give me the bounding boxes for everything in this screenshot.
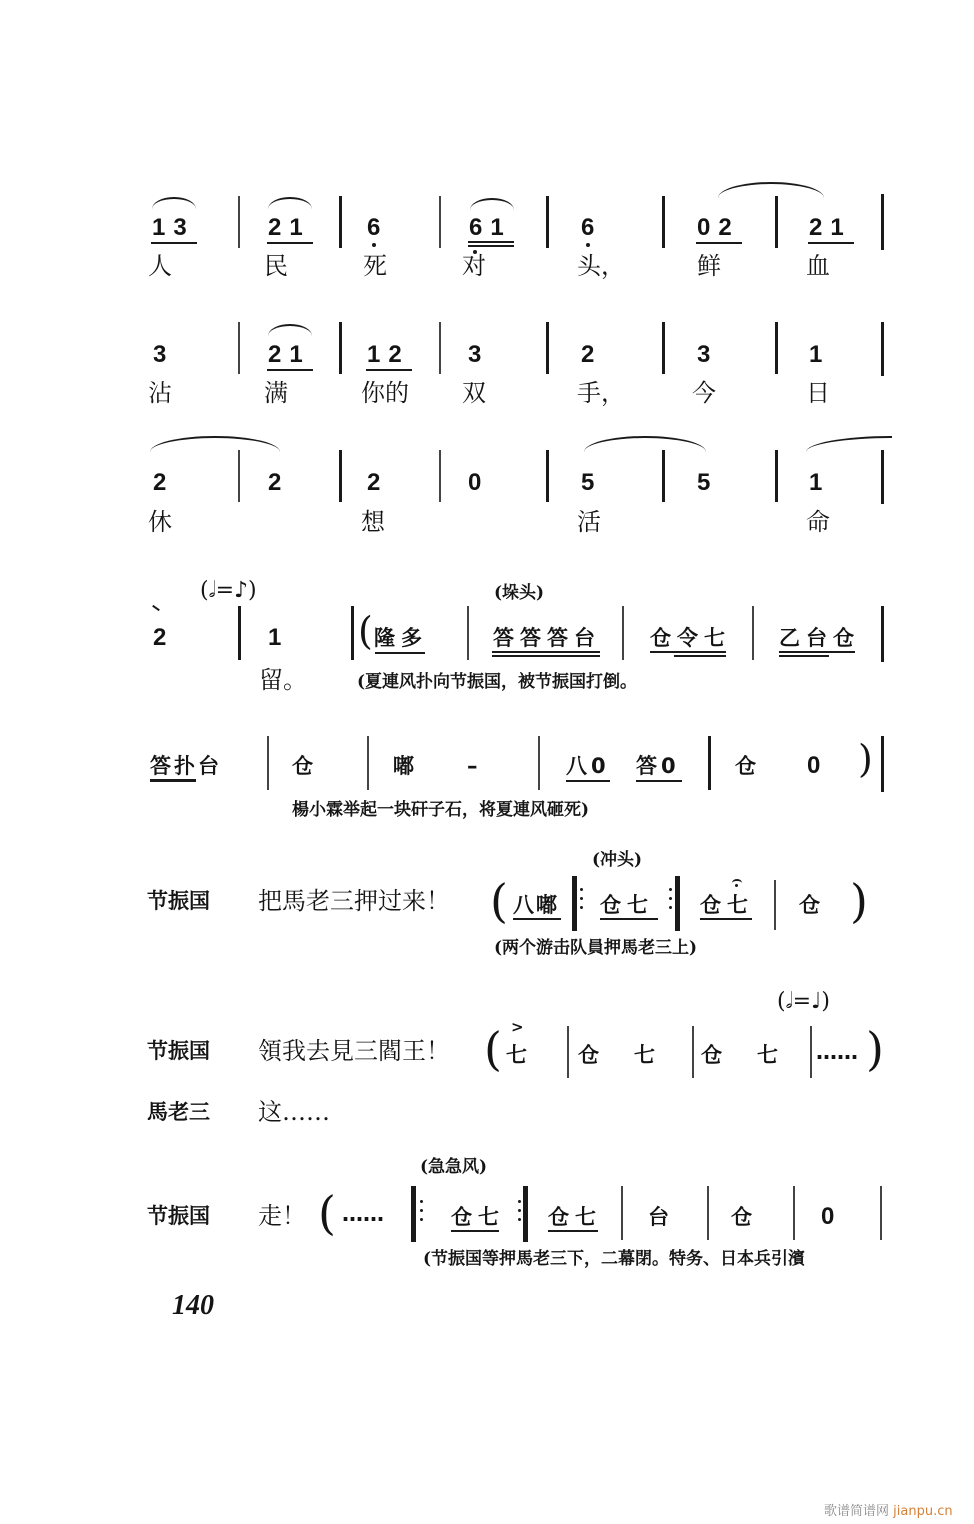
underline: [600, 918, 658, 920]
repeat-dots: [580, 882, 583, 915]
repeat-dots: [420, 1194, 423, 1227]
slur: [806, 436, 892, 452]
bar-line: [339, 450, 342, 502]
accent-mark: >: [511, 1018, 524, 1036]
bar-line: [351, 606, 354, 660]
repeat-start-bar: [572, 876, 577, 931]
lyric: 鲜: [697, 252, 721, 280]
underline: [513, 918, 561, 920]
page-number: 140: [172, 1290, 214, 1321]
underline: [366, 369, 412, 371]
note: 21: [268, 214, 311, 241]
bar-line: [793, 1186, 795, 1240]
percussion-syllables: 七: [506, 1043, 533, 1067]
bar-line: [880, 1186, 882, 1240]
percussion-syllables: 仓七: [451, 1205, 505, 1229]
percussion-syllables: 仓令七: [650, 626, 731, 650]
bar-line: [546, 322, 549, 374]
note: 13: [152, 214, 195, 241]
speech: 領我去見三閻王！: [258, 1037, 450, 1065]
bar-line: [439, 196, 441, 248]
percussion-pattern-label: (垛头): [494, 583, 545, 603]
underline: [636, 780, 682, 782]
note: 02: [697, 214, 740, 241]
slur: [584, 436, 706, 452]
close-paren: ): [850, 874, 868, 928]
tempo-marking: (𝅗𝅥=♩): [777, 989, 830, 1014]
lyric: 今: [692, 379, 716, 407]
bar-line: [621, 1186, 623, 1240]
percussion-syllables: 八0: [566, 754, 610, 778]
note: 12: [367, 341, 410, 368]
stage-direction: (节振国等押馬老三下，二幕閉。特务、日本兵引濱: [423, 1249, 806, 1269]
repeat-end-bar: [523, 1186, 528, 1242]
bar-line: [439, 450, 441, 502]
bar-line: [692, 1026, 694, 1078]
note: 2: [153, 624, 167, 651]
bar-line: [267, 736, 269, 790]
bar-line: [622, 606, 624, 660]
fermata-dot: [735, 884, 738, 887]
bar-line: [881, 606, 884, 662]
bar-line: [775, 322, 778, 374]
note: 2: [367, 469, 381, 496]
stage-direction: 楊小霖举起一块矸子石，将夏連风砸死): [292, 800, 590, 820]
stage-direction: (夏連风扑向节振国，被节振国打倒。: [357, 672, 638, 692]
note: 1: [809, 469, 823, 496]
note: 6: [367, 214, 381, 241]
slur: [268, 324, 312, 336]
note: 21: [268, 341, 311, 368]
note: 1: [268, 624, 282, 651]
underline: [451, 1230, 499, 1232]
open-paren: (: [484, 1022, 502, 1076]
watermark: [824, 1500, 953, 1519]
low-octave-dot: [586, 243, 590, 247]
stage-direction: (两个游击队員押馬老三上): [494, 938, 698, 958]
bar-line: [367, 736, 369, 790]
bar-line: [238, 196, 240, 248]
note: 3: [468, 341, 482, 368]
note: 0: [468, 469, 482, 496]
bar-line: [775, 450, 778, 502]
slur: [718, 182, 824, 198]
underline: [468, 241, 514, 243]
underline: [375, 652, 425, 654]
note: 6: [581, 214, 595, 241]
slur-end: [152, 605, 160, 611]
bar-line: [339, 196, 342, 248]
bar-line: [662, 322, 665, 374]
bar-line: [238, 606, 241, 660]
lyric: 手，: [577, 379, 625, 407]
bar-line: [881, 736, 884, 792]
underline: [267, 242, 313, 244]
close-paren: ): [858, 737, 873, 781]
lyric: 想: [361, 508, 385, 536]
lyric: 命: [806, 508, 830, 536]
lyric: 头，: [577, 252, 625, 280]
note: 21: [809, 214, 852, 241]
bar-line: [881, 194, 884, 250]
bar-line: [538, 736, 540, 790]
underline: [267, 369, 313, 371]
ellipsis: ……: [342, 1202, 384, 1226]
bar-line: [881, 322, 884, 376]
watermark-site: jianpu.cn: [893, 1504, 953, 1519]
speech: 走！: [258, 1202, 306, 1230]
slur: [152, 197, 196, 209]
bar-line: [707, 1186, 709, 1240]
role-name: 馬老三: [147, 1100, 210, 1124]
repeat-start-bar: [411, 1186, 416, 1242]
speech: 这……: [258, 1098, 330, 1126]
percussion-syllables: 仓: [292, 754, 319, 778]
percussion-syllables: 答答答台: [493, 626, 601, 650]
role-name: 节振国: [147, 1204, 210, 1228]
note: 0: [821, 1203, 835, 1230]
lyric: 对: [462, 252, 486, 280]
underline: [150, 779, 196, 782]
percussion-syllables: 嘟: [393, 754, 420, 778]
note: 5: [581, 469, 595, 496]
bar-line: [881, 450, 884, 504]
note: 2: [581, 341, 595, 368]
repeat-dots: [518, 1194, 521, 1227]
bar-line: [238, 322, 240, 374]
bar-line: [662, 450, 665, 502]
note: 61: [469, 214, 512, 241]
underline: [700, 918, 752, 920]
underline: [808, 242, 854, 244]
percussion-syllables: 仓: [731, 1205, 758, 1229]
note: 5: [697, 469, 711, 496]
bar-line: [546, 196, 549, 248]
lyric: 死: [363, 252, 387, 280]
underline: [566, 780, 610, 782]
note: 1: [809, 341, 823, 368]
lyric: 双: [462, 379, 486, 407]
percussion-syllables: 隆多: [374, 626, 428, 650]
slur: [150, 436, 280, 452]
lyric: 活: [577, 508, 601, 536]
note: 2: [153, 469, 167, 496]
bar-line: [546, 450, 549, 502]
bar-line: [467, 606, 469, 660]
percussion-pattern-label: (冲头): [592, 850, 643, 870]
underline: [696, 242, 742, 244]
bar-line: [708, 736, 711, 790]
watermark-text: 歌谱简谱网: [824, 1504, 890, 1519]
underline: [650, 651, 726, 653]
note: 2: [268, 469, 282, 496]
role-name: 节振国: [147, 889, 210, 913]
speech: 把馬老三押过来！: [258, 887, 450, 915]
percussion-syllables: 台: [648, 1205, 675, 1229]
lyric: 人: [148, 252, 172, 280]
percussion-syllables: 八嘟: [513, 893, 559, 917]
tempo-marking: (𝅗𝅥=♪): [200, 578, 257, 603]
underline: [674, 655, 726, 657]
repeat-end-bar: [675, 876, 680, 931]
close-paren: ): [866, 1022, 884, 1076]
note: 0: [807, 752, 821, 779]
percussion-syllables: 乙台仓: [779, 626, 860, 650]
open-paren: (: [358, 609, 373, 653]
bar-line: [439, 322, 441, 374]
bar-line: [774, 880, 776, 930]
underline: [779, 651, 855, 653]
bar-line: [775, 196, 778, 248]
percussion-syllables: 答扑台: [150, 754, 222, 778]
underline: [548, 1230, 598, 1232]
percussion-syllables: 仓: [799, 893, 826, 917]
percussion-syllables: 仓七: [700, 893, 754, 917]
lyric: 沾: [148, 379, 172, 407]
note: 3: [153, 341, 167, 368]
open-paren: (: [318, 1186, 336, 1240]
percussion-pattern-label: (急急风): [420, 1157, 488, 1177]
lyric: 你的: [361, 379, 409, 407]
role-name: 节振国: [147, 1039, 210, 1063]
underline: [492, 651, 600, 653]
percussion-syllables: 答0: [636, 754, 680, 778]
slur: [268, 197, 312, 209]
lyric: 留。: [259, 666, 307, 694]
percussion-syllables: 七: [757, 1043, 784, 1067]
underline: [492, 655, 600, 657]
bar-line: [238, 450, 240, 502]
percussion-syllables: 仓: [701, 1043, 728, 1067]
underline: [151, 242, 197, 244]
percussion-syllables: 仓七: [600, 893, 654, 917]
underline: [468, 245, 514, 247]
lyric: 民: [264, 252, 288, 280]
lyric: 日: [806, 379, 830, 407]
open-paren: (: [490, 874, 508, 928]
percussion-syllables: 仓: [578, 1043, 605, 1067]
note: 3: [697, 341, 711, 368]
repeat-dots: [669, 882, 672, 915]
slur: [470, 198, 514, 210]
percussion-syllables: 仓: [735, 754, 762, 778]
percussion-syllables: 七: [634, 1043, 661, 1067]
percussion-syllables: 仓七: [548, 1205, 602, 1229]
bar-line: [662, 196, 665, 248]
underline: [779, 655, 829, 657]
bar-line: [752, 606, 754, 660]
ellipsis: ……: [816, 1040, 858, 1064]
percussion-syllables: –: [467, 754, 484, 778]
lyric: 血: [806, 252, 830, 280]
lyric: 休: [148, 508, 172, 536]
bar-line: [567, 1026, 569, 1078]
bar-line: [339, 322, 342, 374]
bar-line: [810, 1026, 812, 1078]
lyric: 满: [264, 379, 288, 407]
low-octave-dot: [372, 243, 376, 247]
